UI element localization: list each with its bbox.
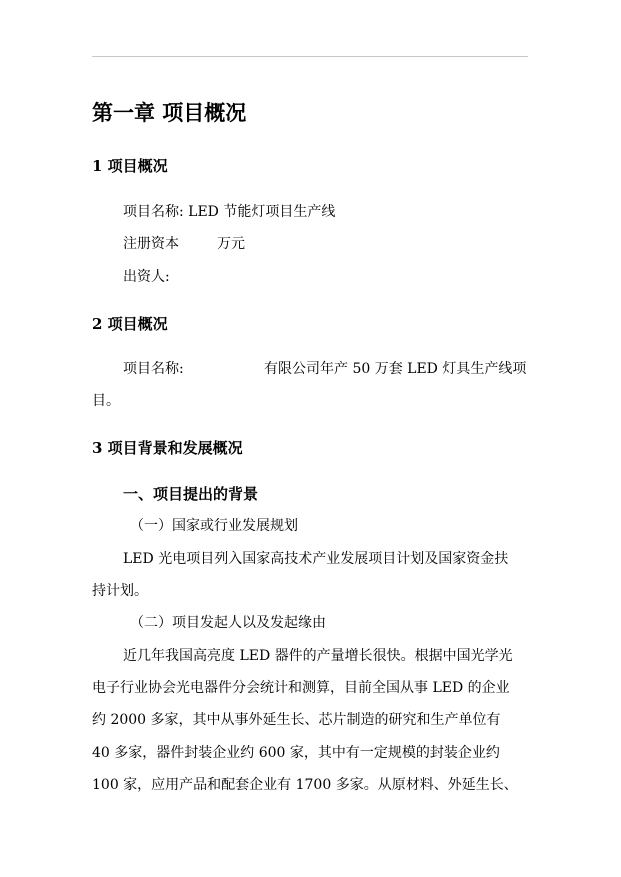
section2-heading: 2 项目概况 [92, 315, 168, 333]
header-divider [92, 56, 528, 57]
section3-subheading: 一、项目提出的背景 [123, 485, 259, 503]
section3-heading: 3 项目背景和发展概况 [92, 439, 243, 457]
section1-registered-capital [123, 235, 245, 253]
registered-capital-label: 注册资本 [123, 236, 179, 252]
item2-body-line: 100 家，应用产品和配套企业有 1700 多家。从原材料、外延生长、 [92, 777, 518, 793]
item1-title: （一）国家或行业发展规划 [130, 518, 298, 534]
section1-project-name: 项目名称: LED 节能灯项目生产线 [123, 204, 336, 220]
item2-body-line: 近几年我国高亮度 LED 器件的产量增长很快。根据中国光学光 [123, 648, 513, 664]
item1-body-line: LED 光电项目列入国家高技术产业发展项目计划及国家资金扶 [123, 551, 509, 567]
section2-project-name-value: 有限公司年产 50 万套 LED 灯具生产线项 [264, 361, 527, 377]
item2-body-line: 40 多家，器件封装企业约 600 家，其中有一定规模的封装企业约 [92, 745, 500, 761]
section2-project-name-label: 项目名称: [123, 361, 184, 377]
item2-body-line: 电子行业协会光电器件分会统计和测算，目前全国从事 LED 的企业 [92, 680, 510, 696]
chapter-title: 第一章 项目概况 [92, 100, 247, 125]
item2-body-line: 约 2000 多家，其中从事外延生长、芯片制造的研究和生产单位有 [92, 712, 501, 728]
registered-capital-unit: 万元 [217, 236, 245, 252]
section1-heading: 1 项目概况 [92, 157, 168, 175]
item1-body-line: 持计划。 [92, 583, 148, 599]
section1-investor: 出资人: [123, 269, 170, 285]
item2-title: （二）项目发起人以及发起缘由 [130, 615, 326, 631]
section2-project-name-tail: 目。 [92, 393, 120, 409]
